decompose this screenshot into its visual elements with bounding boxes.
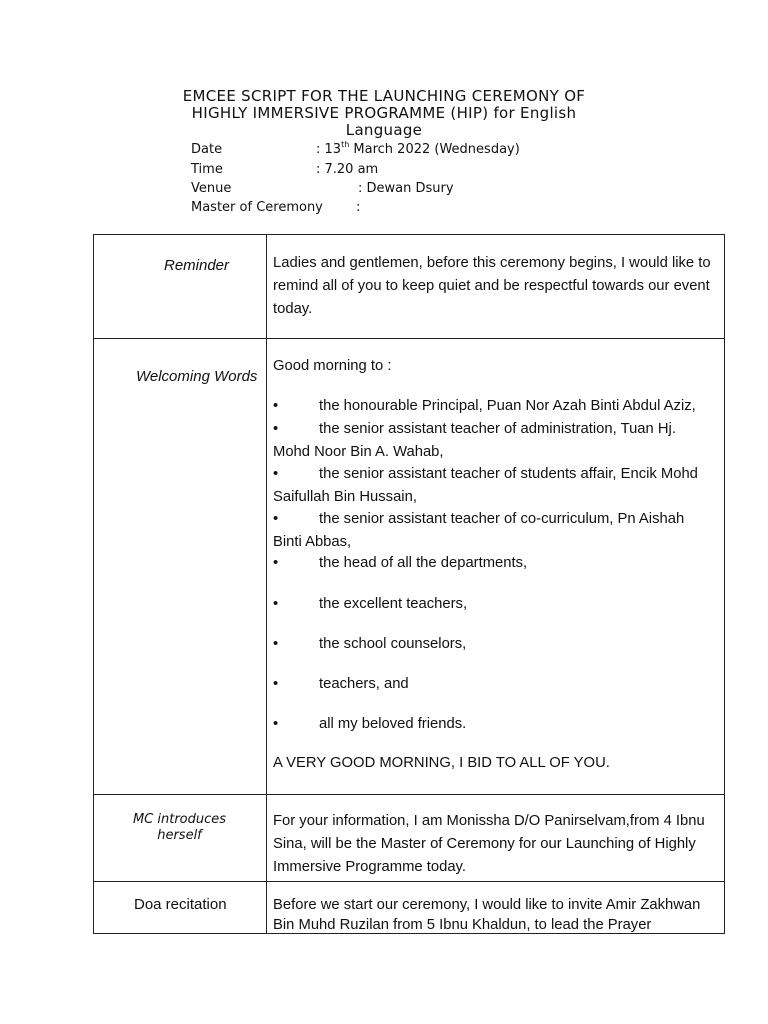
welcome-bullet-8: [273, 673, 719, 696]
row-divider-2: [93, 794, 725, 795]
mc-intro-text: [273, 810, 719, 879]
mc-intro-label-line-2: herself: [157, 828, 202, 843]
date-value-post: March 2022 (Wednesday): [349, 142, 520, 157]
bullet-dot: •: [273, 676, 279, 692]
welcome-bullet-4: [273, 508, 719, 554]
reminder-line-1: Ladies and gentlemen, before this ceremony begins, I would like to: [273, 255, 711, 271]
bullet-text-cont: Saifullah Bin Hussain,: [273, 489, 417, 505]
welcoming-intro: Good morning to :: [273, 358, 392, 374]
table-column-divider: [266, 234, 267, 934]
bullet-text: the honourable Principal, Puan Nor Azah Binti Abdul Aziz,: [319, 398, 696, 414]
welcome-bullet-5: [273, 552, 719, 575]
date-value-pre: : 13: [316, 142, 342, 157]
bullet-dot: •: [273, 555, 279, 571]
welcome-bullet-7: [273, 633, 719, 656]
welcoming-closing: A VERY GOOD MORNING, I BID TO ALL OF YOU.: [273, 755, 610, 771]
welcome-bullet-1: [273, 395, 719, 418]
row-divider-1: [93, 338, 725, 339]
bullet-text: all my beloved friends.: [319, 716, 467, 732]
doa-text: [273, 895, 719, 935]
bullet-text: teachers, and: [319, 676, 409, 692]
welcome-bullet-9: [273, 713, 719, 736]
welcome-bullet-2: [273, 418, 719, 464]
bullet-dot: •: [273, 421, 279, 437]
bullet-text: the head of all the departments,: [319, 555, 528, 571]
reminder-label: Reminder: [164, 257, 230, 274]
reminder-line-2: remind all of you to keep quiet and be respectful towards our event: [273, 278, 710, 294]
row-divider-3: [93, 881, 725, 882]
mc-intro-line-2: Sina, will be the Master of Ceremony for our Launching of Highly: [273, 836, 696, 852]
mc-label: Master of Ceremony: [191, 200, 323, 215]
doa-line-1: Before we start our ceremony, I would like to invite Amir Zakhwan: [273, 897, 701, 913]
date-label: Date: [191, 142, 223, 157]
date-value: [316, 142, 520, 157]
venue-label: Venue: [191, 181, 232, 196]
bullet-text: the senior assistant teacher of administration, Tuan Hj.: [319, 421, 676, 437]
date-value-sup: th: [341, 140, 350, 149]
table-border-right: [724, 234, 725, 934]
mc-intro-line-3: Immersive Programme today.: [273, 859, 466, 875]
bullet-text: the senior assistant teacher of students affair, Encik Mohd: [319, 466, 698, 482]
bullet-text: the school counselors,: [319, 636, 467, 652]
bullet-dot: •: [273, 596, 279, 612]
bullet-dot: •: [273, 511, 279, 527]
bullet-dot: •: [273, 466, 279, 482]
table-border-top: [93, 234, 725, 235]
welcoming-label: Welcoming Words: [136, 368, 258, 385]
doa-line-2: Bin Muhd Ruzilan from 5 Ibnu Khaldun, to lead the Prayer: [273, 917, 652, 933]
welcome-bullet-6: [273, 593, 719, 616]
bullet-text: the senior assistant teacher of co-curriculum, Pn Aishah: [319, 511, 685, 527]
mc-intro-label-line-1: MC introduces: [132, 812, 227, 827]
mc-value: :: [356, 200, 361, 215]
title-line-2: HIGHLY IMMERSIVE PROGRAMME (HIP) for English: [191, 104, 577, 122]
welcome-bullet-3: [273, 463, 719, 509]
bullet-text-cont: Binti Abbas,: [273, 534, 352, 550]
time-value: : 7.20 am: [316, 162, 379, 177]
reminder-line-3: today.: [273, 301, 313, 317]
doa-label: Doa recitation: [134, 896, 227, 913]
mc-intro-label: [93, 812, 266, 844]
title-line-3: Language: [345, 121, 423, 139]
reminder-text: [273, 252, 719, 321]
doc-title: [0, 88, 768, 139]
bullet-dot: •: [273, 398, 279, 414]
bullet-text-cont: Mohd Noor Bin A. Wahab,: [273, 444, 444, 460]
time-label: Time: [191, 162, 223, 177]
bullet-dot: •: [273, 636, 279, 652]
bullet-dot: •: [273, 716, 279, 732]
title-line-1: EMCEE SCRIPT FOR THE LAUNCHING CEREMONY OF: [182, 87, 586, 105]
venue-value: : Dewan Dsury: [358, 181, 454, 196]
mc-intro-line-1: For your information, I am Monissha D/O Panirselvam,from 4 Ibnu: [273, 813, 705, 829]
bullet-text: the excellent teachers,: [319, 596, 468, 612]
